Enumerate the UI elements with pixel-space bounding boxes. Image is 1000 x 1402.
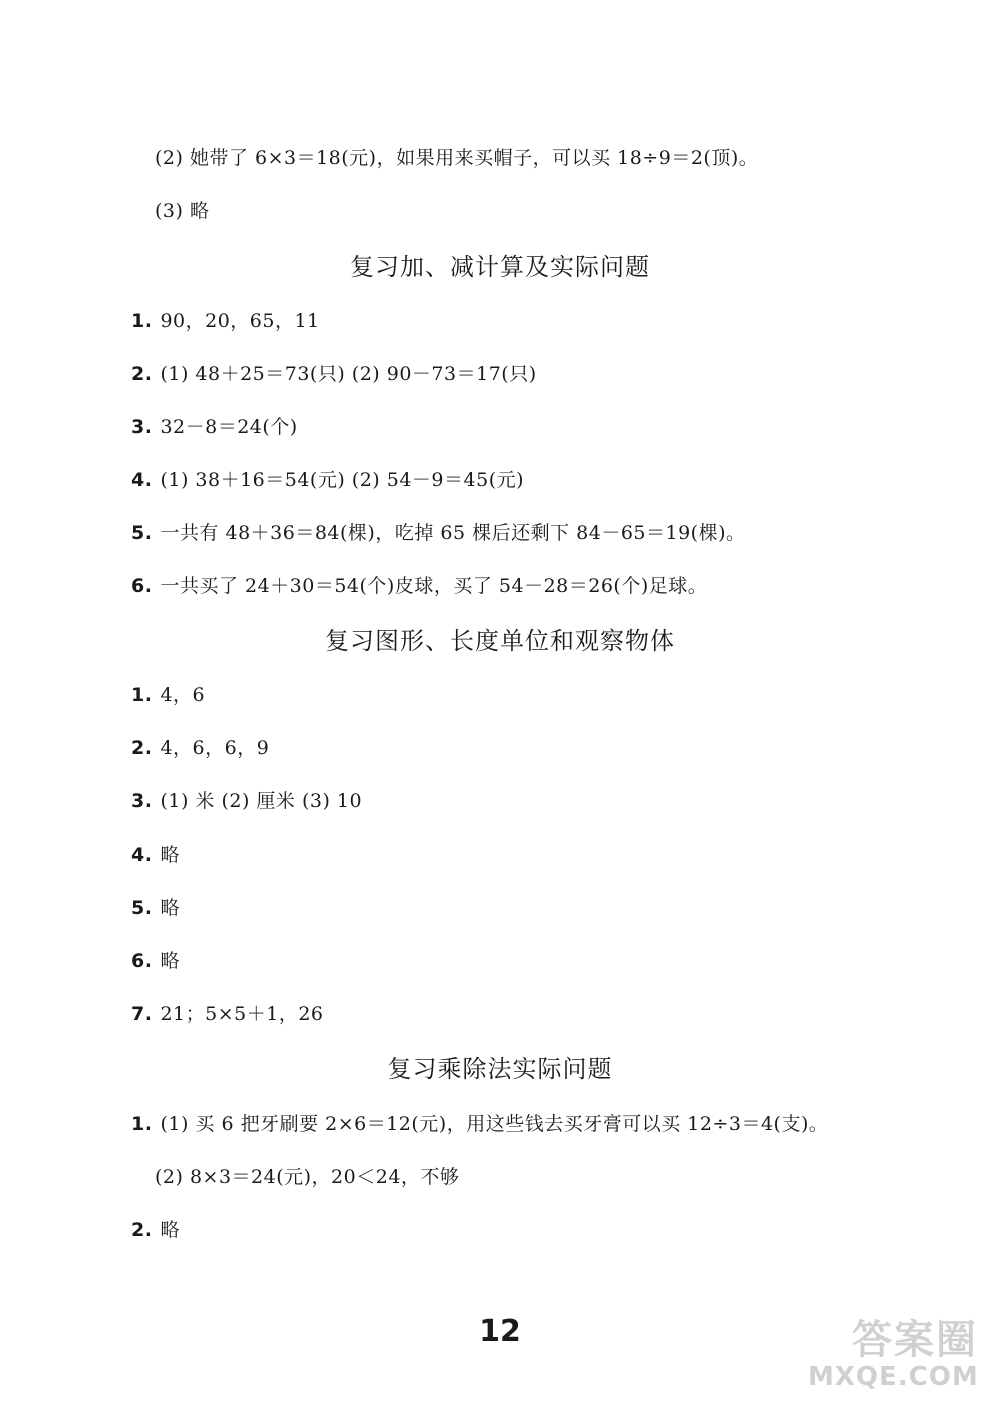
- answer-text: 4，6，6，9: [160, 737, 270, 759]
- answer-text: 32－8＝24(个): [160, 416, 298, 438]
- answer-text: (1) 48＋25＝73(只) (2) 90－73＝17(只): [160, 363, 537, 385]
- answer-text: 略: [160, 950, 180, 972]
- answer-text: (2) 她带了 6×3＝18(元)，如果用来买帽子，可以买 18÷9＝2(顶)。: [155, 147, 759, 169]
- question-number: 6.: [131, 575, 153, 597]
- answer-line: [155, 1165, 459, 1189]
- answer-text: 略: [160, 897, 180, 919]
- answer-line: [131, 468, 524, 492]
- question-number: 4.: [131, 469, 153, 491]
- answer-text: 21；5×5＋1，26: [160, 1003, 324, 1025]
- answer-text: (1) 38＋16＝54(元) (2) 54－9＝45(元): [160, 469, 525, 491]
- answer-text: 一共买了 24＋30＝54(个)皮球，买了 54－28＝26(个)足球。: [160, 575, 708, 597]
- answer-line: [131, 789, 362, 813]
- answer-line: [131, 736, 269, 760]
- answer-line: [131, 415, 298, 439]
- question-number: 2.: [131, 737, 153, 759]
- question-number: 5.: [131, 522, 153, 544]
- answer-text: (1) 买 6 把牙刷要 2×6＝12(元)，用这些钱去买牙膏可以买 12÷3＝4(支)。: [160, 1113, 829, 1135]
- answer-line: [131, 896, 180, 920]
- answer-line: [131, 521, 746, 545]
- watermark-logo: [808, 1318, 978, 1396]
- question-number: 2.: [131, 363, 153, 385]
- answer-line: [131, 843, 180, 867]
- section-title: 复习加、减计算及实际问题: [350, 253, 650, 281]
- section-title: 复习乘除法实际问题: [387, 1055, 613, 1083]
- answer-text: 90，20，65，11: [160, 310, 320, 332]
- answer-line: [131, 1218, 180, 1242]
- question-number: 6.: [131, 950, 153, 972]
- answer-line: [131, 309, 320, 333]
- question-number: 7.: [131, 1003, 153, 1025]
- question-number: 3.: [131, 790, 153, 812]
- answer-text: 略: [160, 844, 180, 866]
- question-number: 1.: [131, 1113, 153, 1135]
- answer-line: [155, 199, 209, 223]
- question-number: 1.: [131, 684, 153, 706]
- question-number: 1.: [131, 310, 153, 332]
- answer-line: [131, 1002, 324, 1026]
- answer-text: 略: [160, 1219, 180, 1241]
- question-number: 3.: [131, 416, 153, 438]
- answer-line: [131, 1112, 828, 1136]
- watermark-bottom-text: MXQE.COM: [808, 1362, 979, 1392]
- page-number: 12: [479, 1314, 521, 1349]
- section-title: 复习图形、长度单位和观察物体: [325, 627, 675, 655]
- answer-line: [131, 362, 537, 386]
- answer-text: (2) 8×3＝24(元)，20＜24，不够: [155, 1166, 460, 1188]
- answer-text: 一共有 48＋36＝84(棵)，吃掉 65 棵后还剩下 84－65＝19(棵)。: [160, 522, 746, 544]
- answer-line: [131, 574, 707, 598]
- answer-text: (3) 略: [155, 200, 210, 222]
- answer-line: [155, 146, 758, 170]
- question-number: 4.: [131, 844, 153, 866]
- question-number: 2.: [131, 1219, 153, 1241]
- question-number: 5.: [131, 897, 153, 919]
- watermark-top-text: 答案圈: [852, 1317, 978, 1363]
- answer-line: [131, 683, 205, 707]
- answer-line: [131, 949, 180, 973]
- answer-text: (1) 米 (2) 厘米 (3) 10: [160, 790, 363, 812]
- answer-text: 4，6: [160, 684, 206, 706]
